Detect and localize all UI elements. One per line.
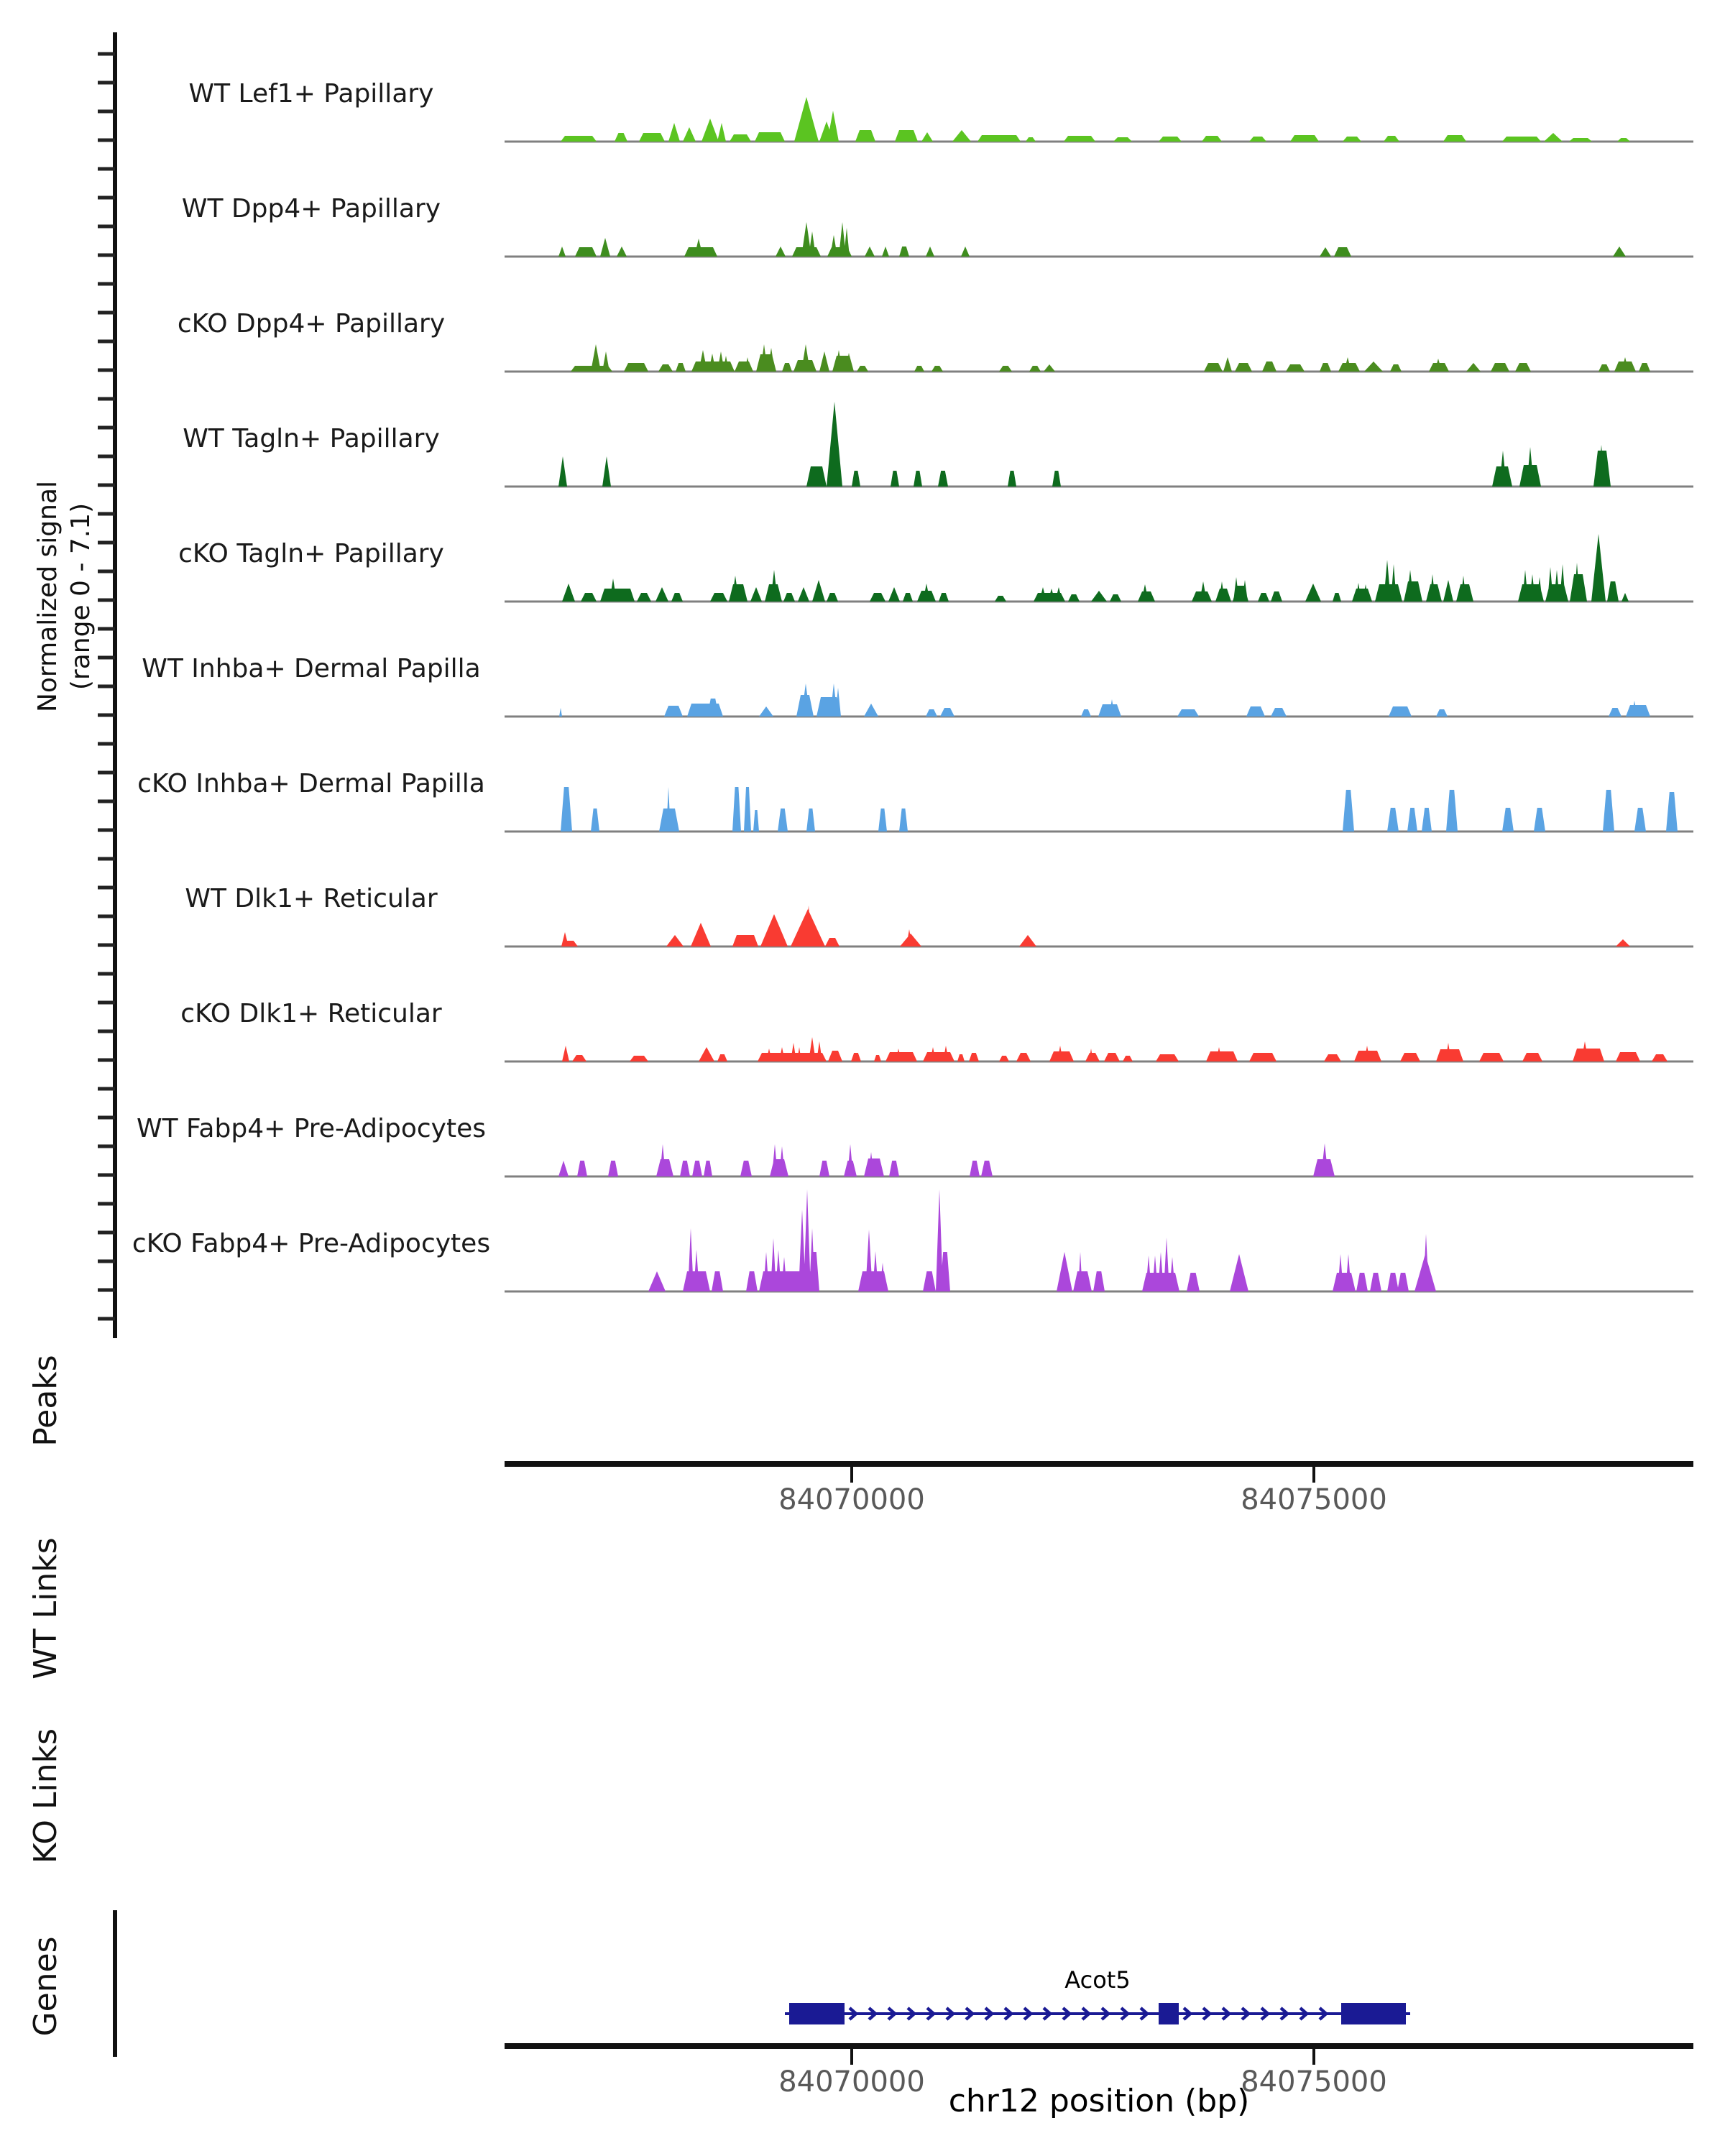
signal-area — [571, 344, 1650, 372]
track-label: WT Tagln+ Papillary — [183, 424, 440, 453]
signal-y-axis-tick — [98, 800, 115, 803]
track-label: cKO Tagln+ Papillary — [178, 539, 444, 568]
signal-y-axis-tick — [98, 627, 115, 631]
x-axis-title: chr12 position (bp) — [948, 2083, 1250, 2119]
signal-y-axis-tick — [98, 1289, 115, 1292]
signal-y-axis-tick — [98, 599, 115, 602]
signal-y-axis-tick — [98, 196, 115, 200]
signal-y-axis-tick — [98, 52, 115, 56]
signal-area — [558, 1143, 1335, 1176]
signal-y-axis-tick — [98, 512, 115, 516]
track-label: WT Dlk1+ Reticular — [185, 884, 438, 913]
signal-y-axis-tick — [98, 455, 115, 459]
signal-y-axis-tick — [98, 484, 115, 487]
signal-y-axis-tick — [98, 1202, 115, 1206]
signal-area — [561, 787, 1678, 831]
signal-y-axis-tick — [98, 311, 115, 315]
signal-area — [561, 906, 1630, 946]
signal-y-axis-tick — [98, 1116, 115, 1120]
signal-y-axis-tick — [98, 1145, 115, 1148]
gene-body-line — [785, 2012, 1410, 2015]
peaks-axis-tick-84075000: 84075000 — [1241, 1483, 1387, 1516]
section-label-genes: Genes — [27, 1936, 64, 2037]
signal-y-axis-tick — [98, 1260, 115, 1263]
signal-y-axis-tick — [98, 1087, 115, 1091]
signal-y-axis-tick — [98, 397, 115, 401]
signal-area — [558, 402, 1611, 487]
signal-y-axis-tick — [98, 857, 115, 861]
peaks-axis-tick-mark — [850, 1467, 853, 1483]
peaks-axis-tick-mark — [1312, 1467, 1315, 1483]
track-label: WT Lef1+ Papillary — [188, 79, 434, 109]
peaks-genomic-axis — [505, 1461, 1693, 1467]
peaks-axis-tick-84070000: 84070000 — [778, 1483, 925, 1516]
genes-axis-tick-84075000: 84075000 — [1241, 2065, 1387, 2099]
signal-y-axis-tick — [98, 915, 115, 918]
track-label: WT Fabp4+ Pre-Adipocytes — [137, 1114, 486, 1143]
signal-y-axis-tick — [98, 1317, 115, 1321]
signal-y-axis-tick — [98, 81, 115, 85]
signal-y-axis-tick — [98, 944, 115, 947]
y-axis-label-line1: Normalized signal — [33, 480, 63, 713]
signal-y-axis-tick — [98, 886, 115, 890]
signal-y-axis-tick — [98, 167, 115, 171]
signal-y-axis-tick — [98, 771, 115, 775]
track-label: cKO Dlk1+ Reticular — [180, 999, 442, 1028]
track-label: WT Inhba+ Dermal Papilla — [142, 654, 481, 683]
signal-y-axis-tick — [98, 972, 115, 976]
signal-y-axis-tick — [98, 829, 115, 832]
signal-y-axis-tick — [98, 1030, 115, 1033]
track-baseline — [505, 256, 1693, 258]
signal-y-axis-tick — [98, 1174, 115, 1177]
signal-y-axis-tick — [98, 254, 115, 257]
track-baseline — [505, 831, 1693, 833]
signal-y-axis-tick — [98, 225, 115, 229]
genes-axis-tick-84070000: 84070000 — [778, 2065, 925, 2099]
signal-y-axis-tick — [98, 656, 115, 660]
signal-y-axis-tick — [98, 1231, 115, 1235]
track-label: cKO Inhba+ Dermal Papilla — [137, 769, 485, 798]
signal-y-axis-tick — [98, 685, 115, 688]
section-label-wt-links: WT Links — [27, 1537, 64, 1680]
gene-exon — [789, 2003, 845, 2024]
gene-exon — [1341, 2003, 1406, 2024]
track-label: cKO Dpp4+ Papillary — [177, 309, 446, 338]
gene-label-acot5: Acot5 — [1064, 1966, 1131, 1994]
genes-genomic-axis — [505, 2043, 1693, 2049]
signal-y-axis-tick — [98, 1001, 115, 1005]
signal-area — [648, 1189, 1436, 1291]
genes-section-axis-line — [113, 1910, 117, 2057]
signal-y-axis-tick — [98, 426, 115, 430]
signal-y-axis-tick — [98, 139, 115, 142]
signal-y-axis-tick — [98, 714, 115, 717]
track-baseline — [505, 486, 1693, 488]
section-label-ko-links: KO Links — [27, 1728, 64, 1864]
gene-exon — [1159, 2003, 1179, 2024]
signal-y-axis-tick — [98, 369, 115, 372]
signal-y-axis-tick — [98, 340, 115, 344]
signal-y-axis-tick — [98, 742, 115, 746]
signal-area — [562, 1037, 1668, 1061]
signal-y-axis-tick — [98, 110, 115, 114]
y-axis-label-line2: (range 0 - 7.1) — [66, 502, 96, 691]
signal-y-axis-tick — [98, 282, 115, 286]
signal-area — [559, 683, 1650, 717]
signal-y-axis-tick — [98, 541, 115, 545]
section-label-peaks: Peaks — [27, 1355, 64, 1447]
track-label: cKO Fabp4+ Pre-Adipocytes — [132, 1229, 491, 1258]
signal-area — [558, 222, 1626, 257]
signal-y-axis-tick — [98, 1059, 115, 1062]
signal-area — [562, 534, 1629, 602]
genes-axis-tick-mark — [1312, 2049, 1315, 2065]
signal-y-axis-tick — [98, 570, 115, 573]
track-label: WT Dpp4+ Papillary — [181, 194, 441, 224]
signal-area — [561, 97, 1630, 142]
genes-axis-tick-mark — [850, 2049, 853, 2065]
